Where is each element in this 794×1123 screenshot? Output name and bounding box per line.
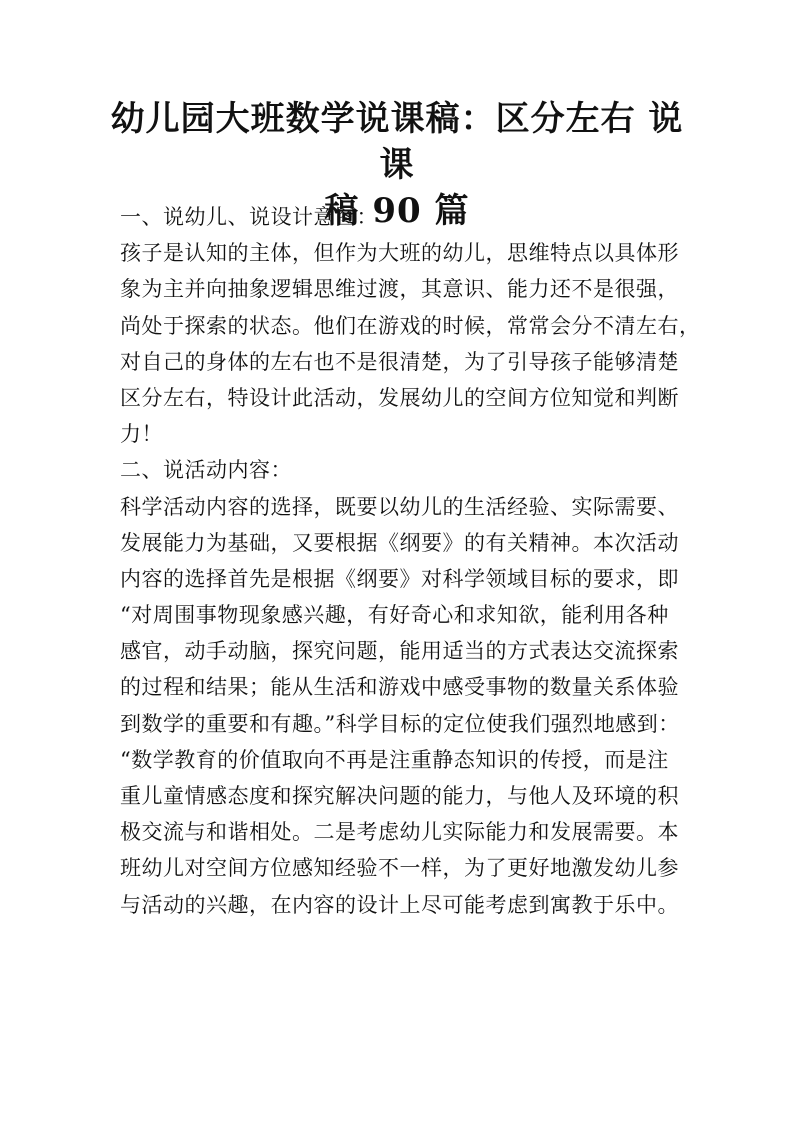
title-line-1: 幼儿园大班数学说课稿：区分左右 说课 <box>110 99 684 185</box>
section-heading-2: 二、说活动内容： <box>120 458 292 483</box>
paragraph-line: 到数学的重要和有趣。”科学目标的定位使我们强烈地感到： <box>120 711 680 736</box>
paragraph-line: 科学活动内容的选择，既要以幼儿的生活经验、实际需要、 <box>120 494 679 519</box>
paragraph-line: “数学教育的价值取向不再是注重静态知识的传授，而是注 <box>120 747 669 772</box>
paragraph-line: “对周围事物现象感兴趣，有好奇心和求知欲，能利用各种 <box>120 603 669 628</box>
paragraph-line: 力！ <box>120 422 163 447</box>
paragraph-line: 与活动的兴趣，在内容的设计上尽可能考虑到寓教于乐中。 <box>120 892 679 917</box>
section-heading-1: 一、说幼儿、说设计意图： <box>120 205 378 229</box>
paragraph-line: 象为主并向抽象逻辑思维过渡，其意识、能力还不是很强， <box>120 277 679 302</box>
paragraph-line: 的过程和结果；能从生活和游戏中感受事物的数量关系体验 <box>120 675 679 700</box>
paragraph-line: 尚处于探索的状态。他们在游戏的时候，常常会分不清左右， <box>120 313 701 338</box>
paragraph-line: 内容的选择首先是根据《纲要》对科学领域目标的要求，即 <box>120 566 679 591</box>
title-line-2: 稿 90 篇 <box>324 191 470 231</box>
paragraph-line: 区分左右，特设计此活动，发展幼儿的空间方位知觉和判断 <box>120 385 679 410</box>
document-body <box>120 199 700 923</box>
paragraph-line: 对自己的身体的左右也不是很清楚，为了引导孩子能够清楚 <box>120 349 679 374</box>
paragraph-line: 极交流与和谐相处。二是考虑幼儿实际能力和发展需要。本 <box>120 820 679 845</box>
paragraph-line: 重儿童情感态度和探究解决问题的能力，与他人及环境的积 <box>120 784 679 808</box>
paragraph-line: 发展能力为基础，又要根据《纲要》的有关精神。本次活动 <box>120 530 679 555</box>
paragraph-line: 班幼儿对空间方位感知经验不一样，为了更好地激发幼儿参 <box>120 856 679 881</box>
paragraph-line: 感官，动手动脑，探究问题，能用适当的方式表达交流探索 <box>120 639 679 664</box>
paragraph-line: 孩子是认知的主体，但作为大班的幼儿，思维特点以具体形 <box>120 241 679 266</box>
